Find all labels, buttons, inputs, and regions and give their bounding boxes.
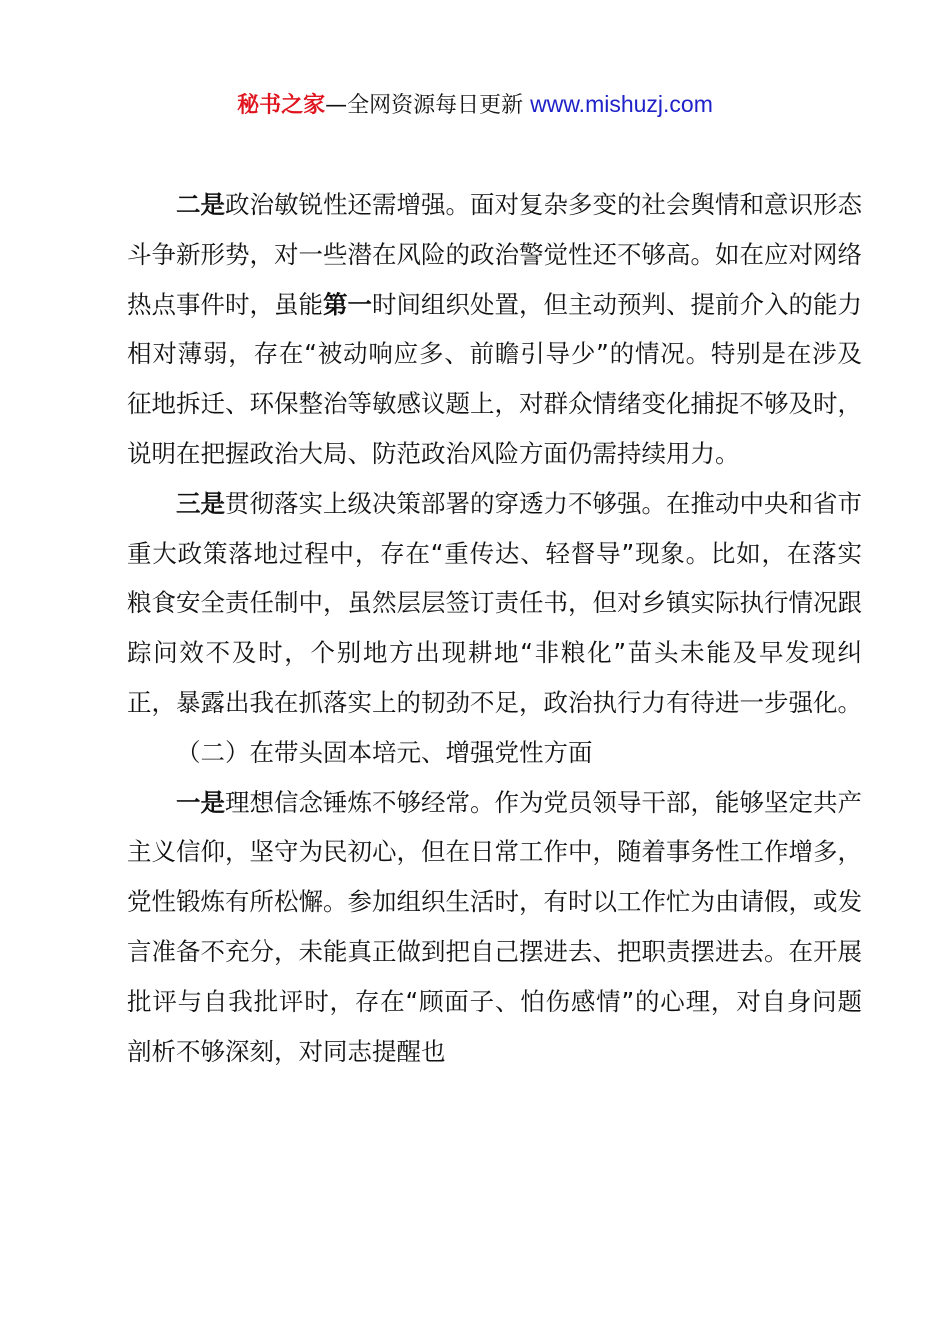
paragraph-lead: 一是	[176, 787, 225, 817]
page-header	[0, 86, 950, 124]
paragraph-text-continued: 时间组织处置，但主动预判、提前介入的能力相对薄弱，存在“被动响应多、前瞻引导少”的情况。特别是在涉及征地拆迁、环保整治等敏感议题上，对群众情绪变化捕捉不够及时，说明在把握政治大局、防范政治风险方面仍需持续用力。	[127, 289, 862, 468]
paragraph-political-sensitivity	[127, 180, 862, 479]
section-heading	[127, 728, 862, 778]
paragraph-bold-inline: 第一	[323, 289, 372, 319]
header-url[interactable]: www.mishuzj.com	[530, 91, 713, 117]
paragraph-text: 贯彻落实上级决策部署的穿透力不够强。在推动中央和省市重大政策落地过程中，存在“重传达、轻督导”现象。比如，在落实粮食安全责任制中，虽然层层签订责任书，但对乡镇实际执行情况跟踪问效不及时，个别地方出现耕地“非粮化”苗头未能及早发现纠正，暴露出我在抓落实上的韧劲不足，政治执行力有待进一步强化。	[127, 488, 862, 717]
paragraph-ideals-beliefs	[127, 778, 862, 1077]
paragraph-lead: 三是	[176, 488, 225, 518]
brand-name: 秘书之家	[237, 93, 326, 118]
paragraph-text: 理想信念锤炼不够经常。作为党员领导干部，能够坚定共产主义信仰，坚守为民初心，但在日常工作中，随着事务性工作增多，党性锻炼有所松懈。参加组织生活时，有时以工作忙为由请假，或发言准备不充分，未能真正做到把自己摆进去、把职责摆进去。在开展批评与自我批评时，存在“顾面子、怕伤感情”的心理，对自身问题剖析不够深刻，对同志提醒也	[127, 787, 862, 1066]
paragraph-lead: 二是	[176, 190, 225, 219]
paragraph-implementation	[127, 479, 862, 728]
header-tagline: —全网资源每日更新	[325, 93, 531, 118]
document-body	[127, 180, 862, 1076]
paragraph-text: 政治敏锐性还需增强。面对复杂多变的社会舆情和意识形态斗争新形势，对一些潜在风险的政治警觉性还不够高。如在应对网络热点事件时，虽能	[127, 190, 862, 319]
section-heading-text: （二）在带头固本培元、增强党性方面	[176, 737, 593, 767]
